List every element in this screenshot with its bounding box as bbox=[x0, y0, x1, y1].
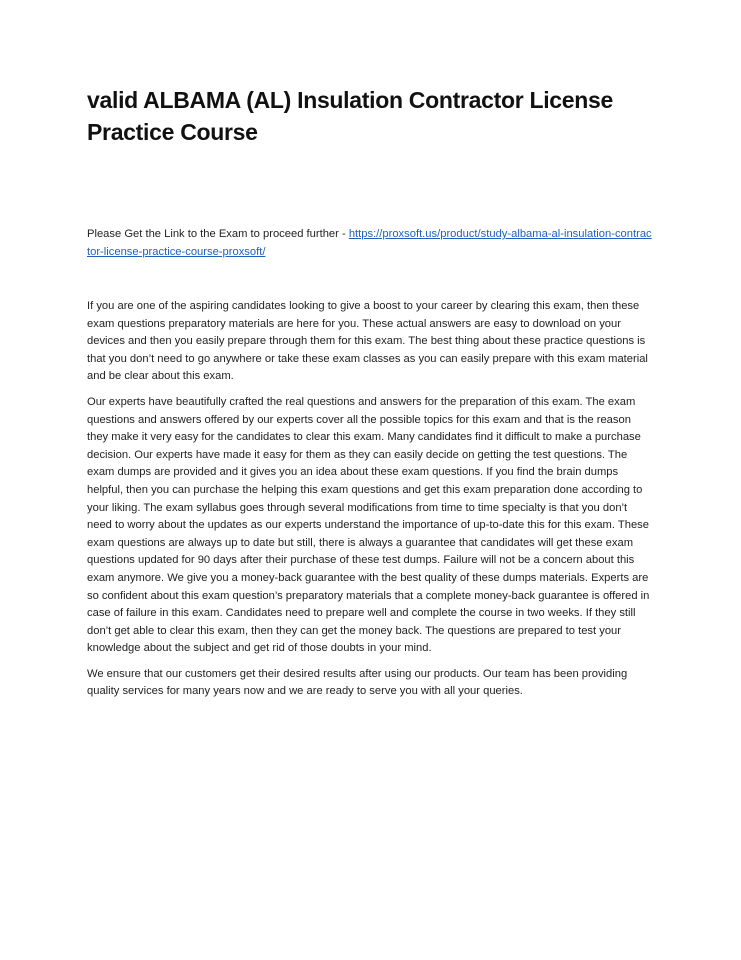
body-text bbox=[87, 298, 653, 709]
exam-link-paragraph bbox=[87, 226, 653, 261]
exam-link[interactable]: https://proxsoft.us/product/study-albama-al-insulation-contractor-license-practice-course-proxsoft/ bbox=[87, 228, 652, 258]
link-intro-text: Please Get the Link to the Exam to proceed further - bbox=[87, 228, 349, 240]
document-title: valid ALBAMA (AL) Insulation Contractor License Practice Course bbox=[87, 87, 614, 145]
paragraph-experts: Our experts have beautifully crafted the real questions and answers for the preparation of this exam. The exam questions and answers offered by our experts cover all the possible topics for this exam and that is the reason they make it very easy for the candidates to clear this exam. Many candidates find it difficult to make a purchase decision. Our experts have made it easy for them as they can easily decide on getting the test questions. The exam dumps are provided and it gives you an idea about these exam questions. If you find the brain dumps helpful, then you can purchase the helping this exam questions and get this exam preparation done according to your liking. The exam syllabus goes through several modifications from time to time specialty is that you don’t need to worry about the updates as our experts understand the importance of up-to-date this for this exam. These exam questions are always up to date but still, there is always a guarantee that candidates will get these exam questions updated for 90 days after their purchase of these test dumps. Failure will not be a concern about this exam anymore. We give you a money-back guarantee with the best quality of these dumps materials. Experts are so confident about this exam question’s preparatory materials that a complete money-back guarantee is offered in case of failure in this exam. Candidates need to prepare well and complete the course in two weeks. If they still don’t get able to clear this exam, then they can get the money back. The questions are prepared to test your knowledge about the subject and get rid of those doubts in your mind. bbox=[87, 395, 650, 655]
paragraph-intro: If you are one of the aspiring candidates looking to give a boost to your career by clearing this exam, then these exam questions preparatory materials are here for you. These actual answers are easy to download on your devices and then you easily prepare through them for this exam. The best thing about these practice questions is that you don’t need to go anywhere or take these exam classes as you can easily prepare with this exam material and be clear about this exam. bbox=[87, 300, 648, 383]
paragraph-closing: We ensure that our customers get their desired results after using our products. Our team has been providing quality services for many years now and we are ready to serve you with all your queries. bbox=[87, 667, 628, 698]
